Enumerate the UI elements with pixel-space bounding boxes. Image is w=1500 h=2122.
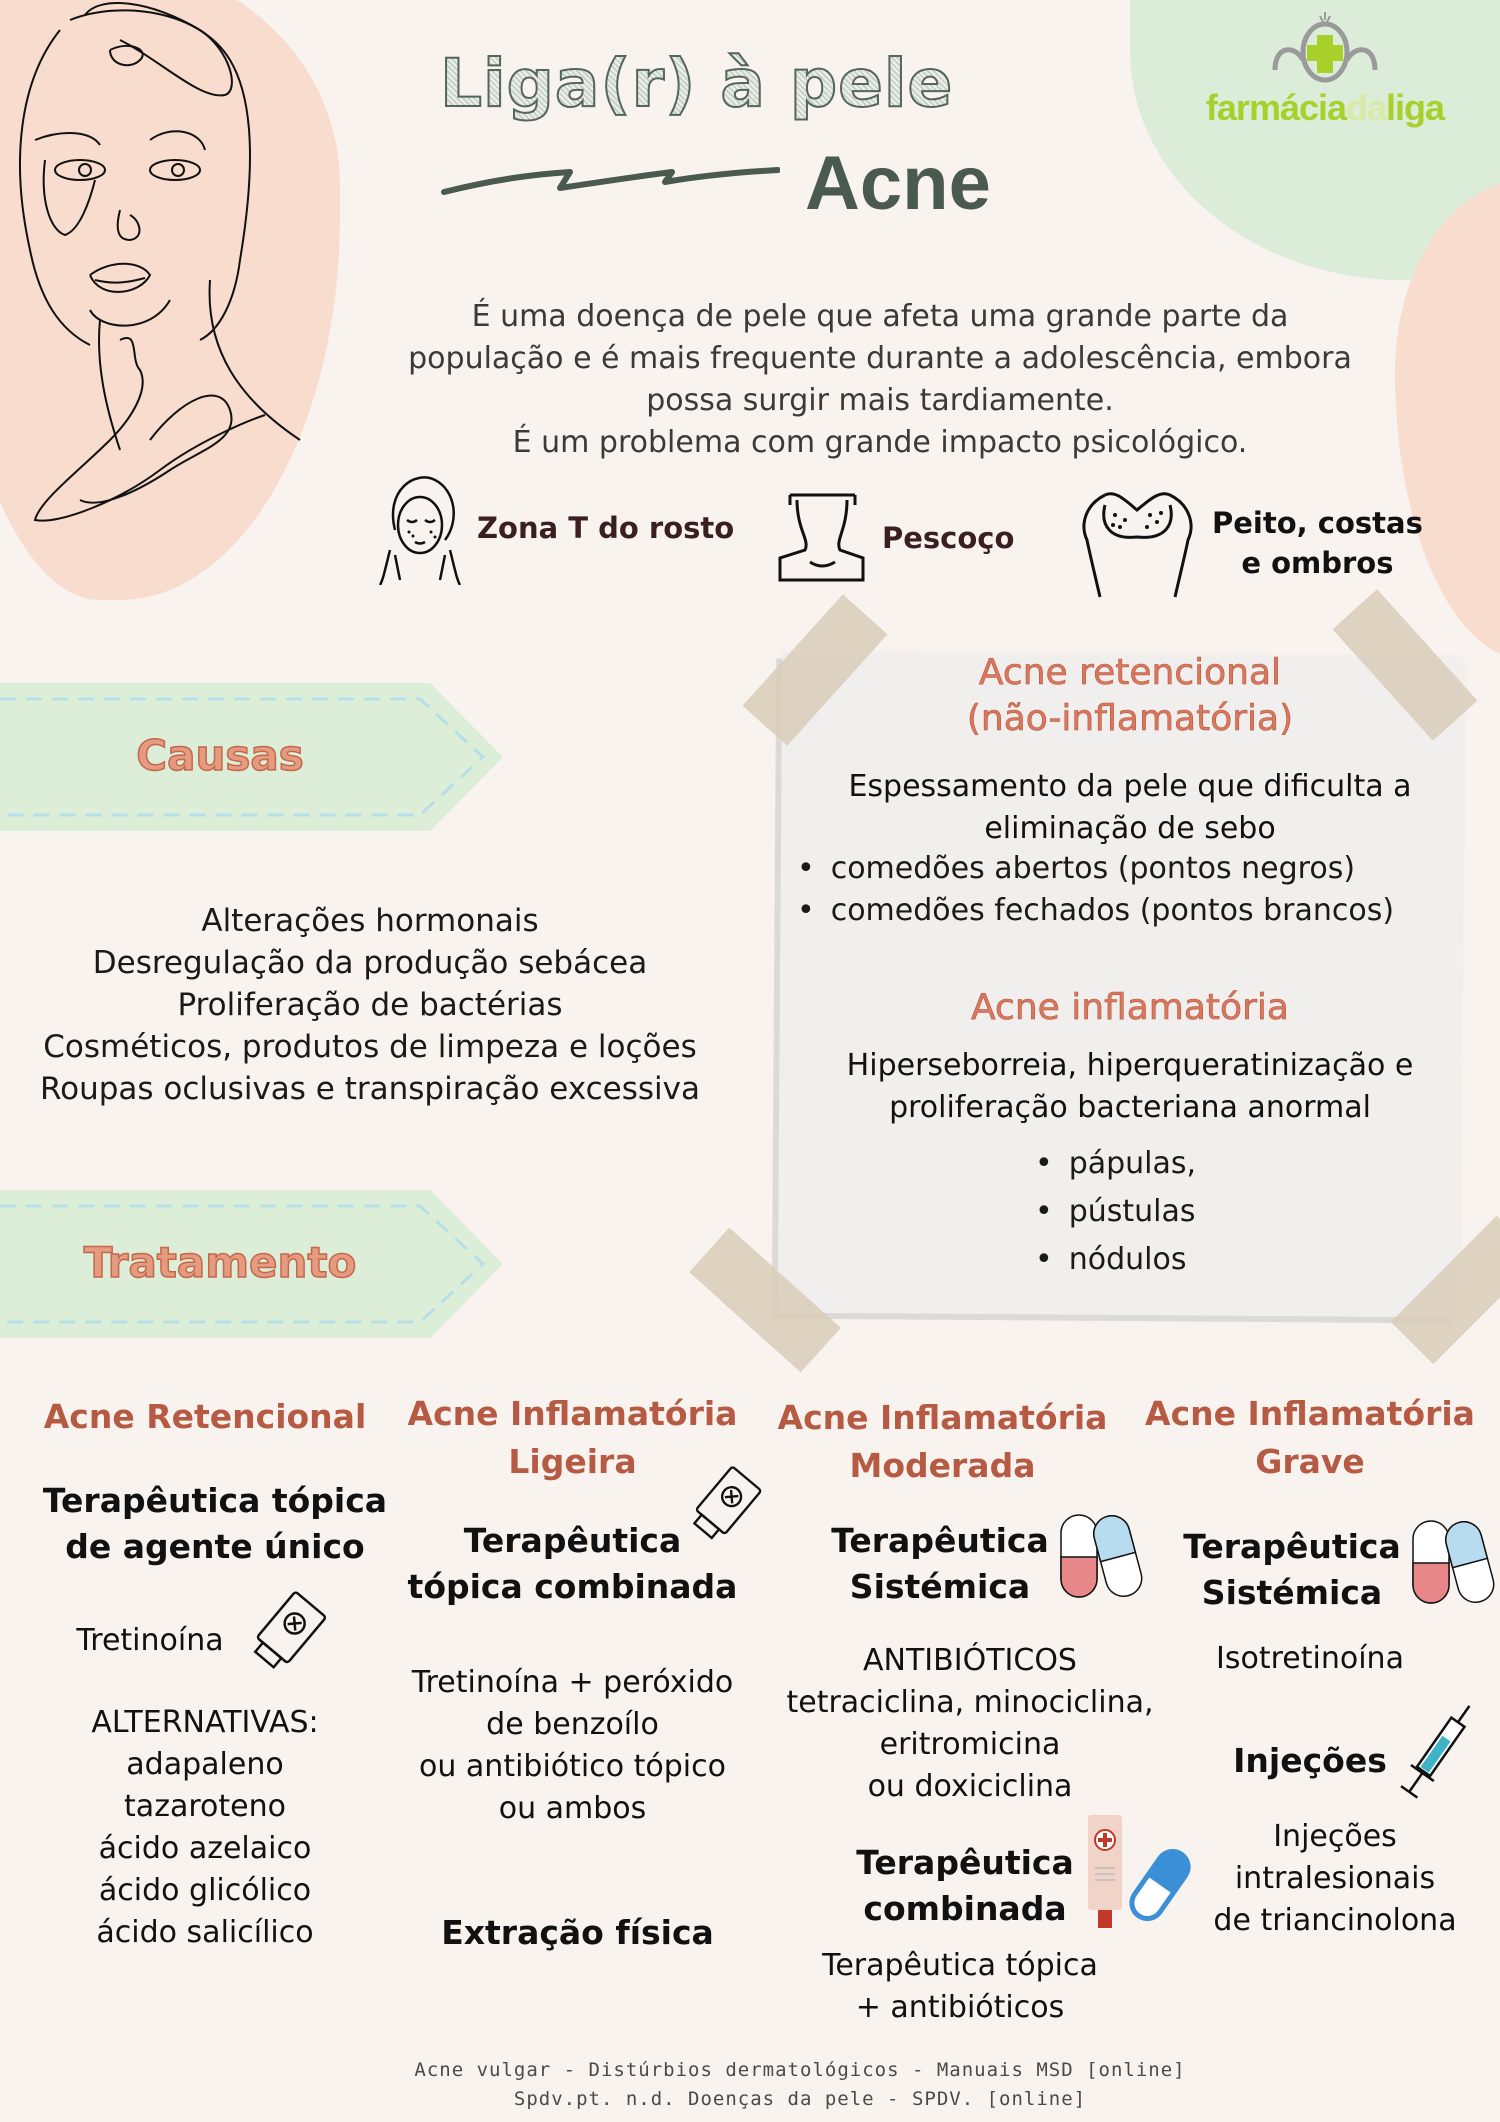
- heading-line: Acne retencional: [978, 652, 1282, 693]
- causa-item: Roupas oclusivas e transpiração excessiva: [39, 1071, 701, 1107]
- alternative-item: tazaroteno: [124, 1789, 286, 1824]
- location-label: Pescoço: [882, 520, 1015, 555]
- body-line: de benzoílo: [486, 1707, 659, 1742]
- zigzag-divider: [440, 158, 780, 198]
- drug-isotretinoina: Isotretinoína: [1216, 1641, 1404, 1676]
- causas-list: [20, 900, 720, 1110]
- acne-retencional-description: [800, 766, 1460, 850]
- body-line: Tretinoína + peróxido: [411, 1665, 734, 1700]
- farmacia-da-liga-logo[interactable]: [1195, 10, 1455, 130]
- desc-line: Hiperseborreia, hiperqueratinização e: [846, 1048, 1414, 1083]
- injecoes-heading: Injeções: [1233, 1741, 1387, 1780]
- heading-line: Moderada: [849, 1446, 1036, 1485]
- heading-line: (não-inflamatória): [966, 698, 1294, 739]
- acne-retencional-list: [797, 848, 1467, 932]
- acne-inflamatoria-description: [800, 1045, 1460, 1129]
- capsule-pills-icon: [1410, 1518, 1495, 1608]
- causa-item: Proliferação de bactérias: [177, 987, 563, 1023]
- line-art-face-illustration: [0, 0, 340, 540]
- list-item: • comedões abertos (pontos negros): [797, 848, 1467, 890]
- torso-icon: [1075, 485, 1200, 600]
- desc-line: proliferação bacteriana anormal: [889, 1090, 1371, 1125]
- section-title: Causas: [136, 731, 304, 780]
- treatment-col-grave-injections-body: [1140, 1816, 1500, 1942]
- location-neck: [775, 490, 1014, 585]
- intro-line: É uma doença de pele que afeta uma grande parte da: [471, 299, 1289, 334]
- reference-link[interactable]: Acne vulgar - Distúrbios dermatológicos - Manuais MSD [online]: [414, 2059, 1186, 2081]
- intro-paragraph: [370, 296, 1390, 464]
- body-line: ou antibiótico tópico: [419, 1749, 726, 1784]
- therapy-line: combinada: [863, 1889, 1067, 1928]
- extracao-fisica: Extração física: [441, 1913, 714, 1952]
- treatment-col-retencional-heading: Acne Retencional: [43, 1397, 367, 1436]
- capsule-pills-icon: [1058, 1512, 1143, 1602]
- alternatives-title: ALTERNATIVAS:: [91, 1705, 319, 1740]
- body-line: + antibióticos: [855, 1990, 1065, 2025]
- heading-line: Ligeira: [508, 1442, 637, 1481]
- reference-link[interactable]: Spdv.pt. n.d. Doenças da pele - SPDV. [online]: [513, 2088, 1087, 2110]
- list-item: • nódulos: [1035, 1236, 1196, 1284]
- body-line: de triancinolona: [1213, 1903, 1457, 1938]
- location-label: Zona T do rosto: [477, 510, 735, 545]
- desc-line: eliminação de sebo: [984, 811, 1276, 846]
- location-label: [1212, 503, 1423, 583]
- alternative-item: adapaleno: [126, 1747, 284, 1782]
- body-line: Terapêutica tópica: [822, 1948, 1098, 1983]
- heading-line: Grave: [1255, 1442, 1365, 1481]
- body-line: ANTIBIÓTICOS: [863, 1643, 1077, 1678]
- treatment-col-retencional-therapy: [20, 1478, 410, 1570]
- section-title: Tratamento: [83, 1238, 357, 1287]
- cream-tube-icon: [240, 1590, 330, 1680]
- acne-inflamatoria-list: [1035, 1140, 1196, 1284]
- desc-line: Espessamento da pele que dificulta a: [848, 769, 1412, 804]
- alternative-item: ácido salicílico: [96, 1915, 314, 1950]
- references: [300, 2056, 1300, 2114]
- section-banner-tratamento: [0, 1190, 505, 1338]
- alternative-item: ácido azelaico: [98, 1831, 312, 1866]
- title-liga-a-pele: Liga(r) à pele: [440, 45, 954, 122]
- face-icon: [375, 470, 465, 585]
- body-line: intralesionais: [1234, 1861, 1436, 1896]
- heading-line: Acne Inflamatória: [777, 1398, 1108, 1437]
- acne-inflamatoria-heading: Acne inflamatória: [971, 987, 1289, 1028]
- therapy-line: de agente único: [65, 1527, 365, 1566]
- therapy-line: Terapêutica: [856, 1843, 1074, 1882]
- location-label-line: Peito, costas: [1212, 505, 1423, 540]
- causa-item: Alterações hormonais: [201, 903, 539, 939]
- list-item: • comedões fechados (pontos brancos): [797, 890, 1467, 932]
- therapy-line: Terapêutica tópica: [42, 1481, 388, 1520]
- location-torso: [1075, 485, 1423, 600]
- body-line: tetraciclina, minociclina,: [786, 1685, 1154, 1720]
- heading-line: Acne Inflamatória: [1145, 1394, 1475, 1433]
- body-line: ou ambos: [498, 1791, 647, 1826]
- therapy-line: Sistémica: [849, 1567, 1031, 1606]
- list-item: • pápulas,: [1035, 1140, 1196, 1188]
- therapy-line: Terapêutica: [1183, 1527, 1401, 1566]
- title-acne: Acne: [805, 141, 991, 226]
- syringe-icon: [1395, 1695, 1475, 1815]
- acne-retencional-heading: [830, 650, 1430, 742]
- therapy-line: Terapêutica: [831, 1521, 1049, 1560]
- treatment-col-moderada-heading: [770, 1394, 1115, 1490]
- body-line: Injeções: [1273, 1819, 1397, 1854]
- causa-item: Desregulação da produção sebácea: [92, 945, 648, 981]
- section-banner-causas: [0, 683, 505, 831]
- treatment-col-moderada-combined-body: [770, 1945, 1150, 2029]
- treatment-col-moderada-body: [770, 1640, 1170, 1808]
- logo-cross-emblem-icon: [1265, 10, 1385, 85]
- causa-item: Cosméticos, produtos de limpeza e loções: [43, 1029, 697, 1065]
- intro-line: possa surgir mais tardiamente.: [646, 383, 1114, 418]
- body-line: ou doxiciclina: [867, 1769, 1073, 1804]
- alternative-item: ácido glicólico: [98, 1873, 312, 1908]
- treatment-col-ligeira-body: [395, 1662, 750, 1830]
- alternatives-list: [20, 1702, 390, 1954]
- treatment-col-grave-heading: [1140, 1390, 1480, 1486]
- therapy-line: tópica combinada: [407, 1567, 738, 1606]
- therapy-line: Terapêutica: [463, 1521, 682, 1560]
- heading-line: Acne Inflamatória: [407, 1394, 738, 1433]
- list-item: • pústulas: [1035, 1188, 1196, 1236]
- treatment-col-ligeira-therapy: [395, 1518, 750, 1610]
- treatment-col-moderada-therapy: [820, 1518, 1060, 1610]
- neck-icon: [775, 490, 870, 585]
- intro-line: É um problema com grande impacto psicológico.: [512, 425, 1248, 460]
- location-label-line: e ombros: [1241, 545, 1394, 580]
- body-line: eritromicina: [879, 1727, 1061, 1762]
- treatment-col-moderada-combined: [840, 1840, 1090, 1932]
- location-face: [375, 470, 734, 585]
- treatment-col-grave-therapy: [1172, 1524, 1412, 1616]
- therapy-line: Sistémica: [1201, 1573, 1383, 1612]
- drug-tretinoina: Tretinoína: [76, 1623, 224, 1658]
- intro-line: população e é mais frequente durante a adolescência, embora: [408, 341, 1352, 376]
- logo-text: farmáciadaliga: [1205, 87, 1445, 128]
